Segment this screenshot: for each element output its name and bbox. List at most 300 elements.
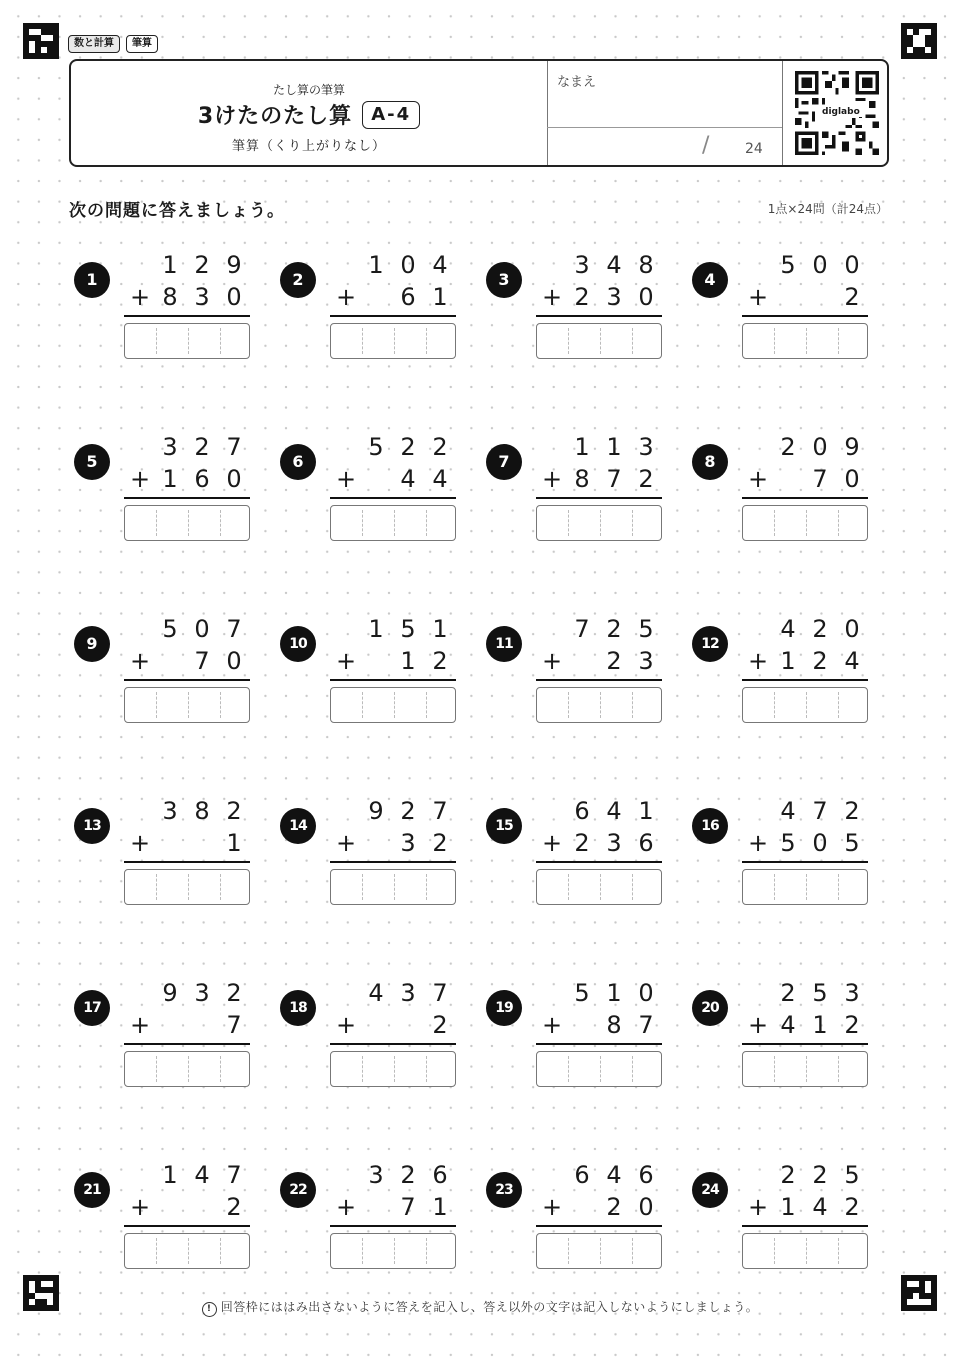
sum-line [536, 1225, 662, 1227]
addend-top [124, 978, 250, 1008]
answer-box[interactable] [536, 323, 662, 359]
digit: 2 [812, 1161, 828, 1189]
problem-4 [692, 248, 892, 348]
digit: 6 [638, 829, 654, 857]
addend-bottom [536, 282, 662, 312]
answer-box[interactable] [124, 323, 250, 359]
digit: 4 [812, 1193, 828, 1221]
digit-guide [838, 692, 839, 718]
digit: 2 [812, 647, 828, 675]
sum-line [330, 497, 456, 499]
addend-top [742, 432, 868, 462]
digit-guide [188, 692, 189, 718]
digit-guide [394, 1238, 395, 1264]
answer-box[interactable] [124, 687, 250, 723]
digit: 9 [844, 433, 860, 461]
sum-line [742, 315, 868, 317]
addend-bottom [124, 828, 250, 858]
problem-22 [280, 1158, 480, 1258]
digit: 6 [638, 1161, 654, 1189]
digit: 2 [844, 797, 860, 825]
problem-18 [280, 976, 480, 1076]
digit-guide [774, 328, 775, 354]
addend-bottom [742, 282, 868, 312]
digit: 3 [400, 829, 416, 857]
sum-line [124, 1043, 250, 1045]
problem-number-badge: 16 [692, 808, 728, 844]
problem-6 [280, 430, 480, 530]
digit: 1 [638, 797, 654, 825]
digit-guide [600, 1056, 601, 1082]
addend-top [742, 796, 868, 826]
addend-bottom [536, 646, 662, 676]
answer-box[interactable] [536, 1233, 662, 1269]
digit-guide [806, 874, 807, 900]
digit-guide [632, 874, 633, 900]
digit: 1 [368, 251, 384, 279]
addend-top [330, 432, 456, 462]
digit-guide [774, 1238, 775, 1264]
digit-guide [838, 510, 839, 536]
digit: 1 [812, 1011, 828, 1039]
digit: 2 [606, 1193, 622, 1221]
digit-guide [156, 874, 157, 900]
digit-guide [394, 1056, 395, 1082]
digit: 2 [638, 465, 654, 493]
digit-guide [774, 510, 775, 536]
problem-2 [280, 248, 480, 348]
digit: 5 [162, 615, 178, 643]
digit-guide [362, 328, 363, 354]
answer-box[interactable] [536, 869, 662, 905]
problem-9 [74, 612, 274, 712]
digit-guide [362, 874, 363, 900]
digit-guide [188, 510, 189, 536]
plus-operator: + [748, 829, 769, 857]
digit-guide [632, 1056, 633, 1082]
plus-operator: + [130, 465, 151, 493]
digit: 2 [194, 433, 210, 461]
sum-line [742, 497, 868, 499]
addend-top [330, 978, 456, 1008]
addend-top [124, 614, 250, 644]
addend-top [536, 796, 662, 826]
digit-guide [188, 328, 189, 354]
digit: 3 [368, 1161, 384, 1189]
digit: 4 [606, 797, 622, 825]
addend-bottom [124, 1192, 250, 1222]
addend-bottom [536, 828, 662, 858]
digit: 0 [638, 1193, 654, 1221]
plus-operator: + [336, 1193, 357, 1221]
digit: 8 [606, 1011, 622, 1039]
addend-top [742, 250, 868, 280]
digit-guide [156, 1238, 157, 1264]
answer-box[interactable] [124, 1233, 250, 1269]
digit: 2 [226, 1193, 242, 1221]
addend-top [124, 1160, 250, 1190]
digit-guide [568, 874, 569, 900]
problem-7 [486, 430, 686, 530]
plus-operator: + [336, 1011, 357, 1039]
digit: 7 [226, 1011, 242, 1039]
digit-guide [394, 692, 395, 718]
plus-operator: + [130, 829, 151, 857]
digit: 6 [400, 283, 416, 311]
digit-guide [600, 874, 601, 900]
digit: 4 [780, 1011, 796, 1039]
digit: 2 [574, 283, 590, 311]
digit: 1 [162, 1161, 178, 1189]
problem-number-badge: 21 [74, 1172, 110, 1208]
digit: 4 [194, 1161, 210, 1189]
sum-line [742, 1043, 868, 1045]
answer-box[interactable] [742, 687, 868, 723]
answer-box[interactable] [124, 869, 250, 905]
sum-line [124, 861, 250, 863]
addend-bottom [330, 828, 456, 858]
digit: 3 [574, 251, 590, 279]
digit: 1 [606, 433, 622, 461]
addend-top [330, 796, 456, 826]
digit-guide [220, 874, 221, 900]
answer-box[interactable] [124, 505, 250, 541]
digit-guide [156, 328, 157, 354]
digit-guide [362, 1056, 363, 1082]
answer-box[interactable] [742, 323, 868, 359]
digit-guide [188, 1238, 189, 1264]
digit: 7 [432, 979, 448, 1007]
digit-guide [220, 328, 221, 354]
digit-guide [568, 1238, 569, 1264]
sum-line [536, 679, 662, 681]
digit: 0 [812, 251, 828, 279]
sum-line [124, 315, 250, 317]
digit-guide [806, 692, 807, 718]
digit-guide [600, 328, 601, 354]
problem-number-badge: 6 [280, 444, 316, 480]
plus-operator: + [542, 465, 563, 493]
digit: 0 [194, 615, 210, 643]
digit: 1 [780, 647, 796, 675]
sum-line [124, 1225, 250, 1227]
name-label: なまえ [557, 75, 597, 90]
addend-bottom [742, 646, 868, 676]
points-text: 1点×24問（計24点） [767, 202, 888, 216]
digit: 3 [844, 979, 860, 1007]
footer-note-text: 回答枠にははみ出さないように答えを記入し、答え以外の文字は記入しないようにしましょう。 [220, 1300, 759, 1314]
digit: 4 [432, 251, 448, 279]
sum-line [536, 1043, 662, 1045]
problem-16 [692, 794, 892, 894]
sum-line [536, 315, 662, 317]
sum-line [536, 497, 662, 499]
digit: 8 [638, 251, 654, 279]
digit: 2 [780, 979, 796, 1007]
answer-box[interactable] [330, 505, 456, 541]
digit-guide [568, 510, 569, 536]
digit: 7 [812, 465, 828, 493]
answer-box[interactable] [330, 323, 456, 359]
problem-23 [486, 1158, 686, 1258]
problem-number-badge: 3 [486, 262, 522, 298]
digit: 3 [162, 797, 178, 825]
addend-top [124, 796, 250, 826]
instruction-text: 次の問題に答えましょう。 [69, 201, 285, 221]
problem-number-badge: 20 [692, 990, 728, 1026]
digit-guide [394, 328, 395, 354]
answer-box[interactable] [742, 869, 868, 905]
digit-guide [220, 510, 221, 536]
problem-5 [74, 430, 274, 530]
digit: 4 [844, 647, 860, 675]
problem-number-badge: 1 [74, 262, 110, 298]
addend-bottom [536, 1192, 662, 1222]
digit-guide [362, 510, 363, 536]
problem-1 [74, 248, 274, 348]
answer-box[interactable] [536, 505, 662, 541]
problem-number-badge: 11 [486, 626, 522, 662]
digit: 5 [844, 1161, 860, 1189]
sum-line [742, 679, 868, 681]
digit: 0 [638, 979, 654, 1007]
digit: 4 [606, 251, 622, 279]
digit: 5 [400, 615, 416, 643]
digit: 0 [812, 433, 828, 461]
problem-number-badge: 19 [486, 990, 522, 1026]
answer-box[interactable] [124, 1051, 250, 1087]
digit-guide [632, 692, 633, 718]
addend-top [742, 614, 868, 644]
digit: 2 [844, 283, 860, 311]
sum-line [742, 1225, 868, 1227]
digit: 1 [606, 979, 622, 1007]
digit-guide [774, 874, 775, 900]
digit: 3 [606, 283, 622, 311]
corner-marker-top-right [901, 23, 937, 59]
digit-guide [426, 1238, 427, 1264]
problem-17 [74, 976, 274, 1076]
answer-box[interactable] [330, 1233, 456, 1269]
plus-operator: + [748, 465, 769, 493]
qr-brand-label: diglabo [822, 107, 860, 117]
title-row [71, 99, 547, 130]
worksheet-subtitle: 筆算（くり上がりなし） [231, 139, 386, 154]
digit-guide [188, 1056, 189, 1082]
digit: 1 [226, 829, 242, 857]
digit-guide [220, 692, 221, 718]
digit-guide [806, 1238, 807, 1264]
plus-operator: + [336, 465, 357, 493]
digit: 3 [194, 979, 210, 1007]
answer-box[interactable] [330, 869, 456, 905]
addend-bottom [330, 282, 456, 312]
digit-guide [600, 510, 601, 536]
addend-top [124, 432, 250, 462]
sum-line [330, 861, 456, 863]
level-badge: A-4 [362, 101, 420, 129]
addend-bottom [536, 464, 662, 494]
answer-box[interactable] [330, 687, 456, 723]
plus-operator: + [130, 1193, 151, 1221]
digit-guide [838, 1238, 839, 1264]
addend-top [330, 1160, 456, 1190]
problem-number-badge: 10 [280, 626, 316, 662]
digit: 2 [226, 797, 242, 825]
digit: 7 [432, 797, 448, 825]
addend-bottom [536, 1010, 662, 1040]
plus-operator: + [336, 647, 357, 675]
digit: 7 [638, 1011, 654, 1039]
digit: 4 [780, 615, 796, 643]
digit-guide [806, 510, 807, 536]
addend-bottom [742, 464, 868, 494]
digit-guide [632, 1238, 633, 1264]
digit-guide [362, 1238, 363, 1264]
corner-marker-top-left [23, 23, 59, 59]
page-title: 3けたのたし算 [197, 104, 353, 129]
digit: 6 [574, 1161, 590, 1189]
problem-number-badge: 17 [74, 990, 110, 1026]
problem-14 [280, 794, 480, 894]
digit-guide [600, 1238, 601, 1264]
plus-operator: + [748, 1011, 769, 1039]
qr-code-area [782, 61, 887, 165]
addend-bottom [330, 464, 456, 494]
digit-guide [806, 1056, 807, 1082]
answer-box[interactable] [742, 1233, 868, 1269]
problem-number-badge: 15 [486, 808, 522, 844]
digit-guide [394, 510, 395, 536]
digit: 0 [844, 251, 860, 279]
digit: 9 [162, 979, 178, 1007]
digit: 3 [606, 829, 622, 857]
addend-bottom [124, 646, 250, 676]
problem-number-badge: 2 [280, 262, 316, 298]
problem-15 [486, 794, 686, 894]
digit: 7 [226, 615, 242, 643]
digit: 4 [432, 465, 448, 493]
digit: 1 [780, 1193, 796, 1221]
answer-box[interactable] [742, 1051, 868, 1087]
digit: 7 [574, 615, 590, 643]
problem-number-badge: 7 [486, 444, 522, 480]
digit-guide [156, 1056, 157, 1082]
addend-bottom [742, 828, 868, 858]
digit: 6 [432, 1161, 448, 1189]
digit: 7 [226, 1161, 242, 1189]
name-divider [547, 127, 782, 128]
problem-number-badge: 13 [74, 808, 110, 844]
digit: 2 [400, 797, 416, 825]
plus-operator: + [542, 1193, 563, 1221]
addend-top [330, 250, 456, 280]
digit: 2 [844, 1011, 860, 1039]
digit: 4 [780, 797, 796, 825]
addend-bottom [124, 282, 250, 312]
digit: 2 [226, 979, 242, 1007]
plus-operator: + [336, 283, 357, 311]
addend-bottom [330, 1192, 456, 1222]
digit: 2 [400, 433, 416, 461]
digit: 5 [368, 433, 384, 461]
score-slash: / [702, 133, 710, 158]
tag-number-calculation: 数と計算 [68, 35, 120, 53]
problem-number-badge: 24 [692, 1172, 728, 1208]
sum-line [330, 1225, 456, 1227]
answer-box[interactable] [742, 505, 868, 541]
digit: 1 [162, 465, 178, 493]
digit: 9 [368, 797, 384, 825]
sum-line [330, 315, 456, 317]
problem-number-badge: 8 [692, 444, 728, 480]
digit: 5 [780, 251, 796, 279]
digit: 2 [574, 829, 590, 857]
digit: 3 [194, 283, 210, 311]
digit: 3 [638, 647, 654, 675]
digit: 0 [844, 465, 860, 493]
tag-written-calculation: 筆算 [126, 35, 158, 53]
digit-guide [774, 1056, 775, 1082]
digit: 2 [432, 1011, 448, 1039]
digit: 2 [432, 829, 448, 857]
digit: 1 [400, 647, 416, 675]
addend-bottom [742, 1192, 868, 1222]
digit: 0 [812, 829, 828, 857]
problem-number-badge: 18 [280, 990, 316, 1026]
digit: 5 [780, 829, 796, 857]
addend-top [742, 978, 868, 1008]
answer-box[interactable] [330, 1051, 456, 1087]
digit-guide [156, 692, 157, 718]
digit: 8 [194, 797, 210, 825]
plus-operator: + [542, 829, 563, 857]
digit: 5 [638, 615, 654, 643]
problem-13 [74, 794, 274, 894]
sum-line [124, 497, 250, 499]
answer-box[interactable] [536, 1051, 662, 1087]
digit-guide [426, 874, 427, 900]
title-area [71, 61, 548, 165]
digit-guide [838, 1056, 839, 1082]
digit-guide [806, 328, 807, 354]
digit: 5 [574, 979, 590, 1007]
problem-11 [486, 612, 686, 712]
answer-box[interactable] [536, 687, 662, 723]
digit: 7 [812, 797, 828, 825]
digit: 7 [400, 1193, 416, 1221]
digit: 2 [844, 1193, 860, 1221]
digit-guide [426, 510, 427, 536]
digit: 4 [368, 979, 384, 1007]
addend-top [330, 614, 456, 644]
digit: 7 [226, 433, 242, 461]
plus-operator: + [748, 647, 769, 675]
digit: 2 [780, 1161, 796, 1189]
sum-line [330, 679, 456, 681]
digit: 1 [432, 615, 448, 643]
digit: 2 [606, 647, 622, 675]
problem-number-badge: 23 [486, 1172, 522, 1208]
digit: 1 [574, 433, 590, 461]
digit: 3 [638, 433, 654, 461]
digit: 2 [606, 615, 622, 643]
sum-line [330, 1043, 456, 1045]
digit-guide [838, 874, 839, 900]
problem-number-badge: 22 [280, 1172, 316, 1208]
digit: 2 [432, 647, 448, 675]
footer-note [0, 1298, 960, 1317]
